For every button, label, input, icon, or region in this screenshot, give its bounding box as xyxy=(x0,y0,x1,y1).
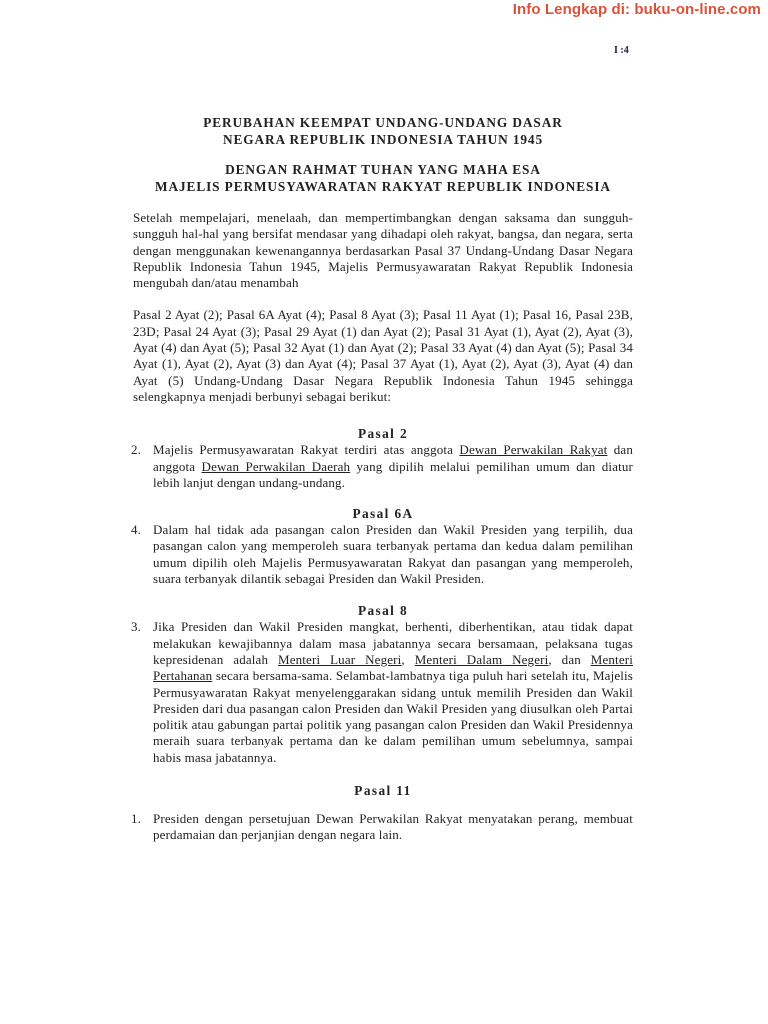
dpd-term: Dewan Perwakilan Daerah xyxy=(201,458,351,474)
watermark-link[interactable]: Info Lengkap di: buku-on-line.com xyxy=(512,1,761,18)
pasal-8-item xyxy=(133,619,633,766)
item-text: Majelis Permusyawaratan Rakyat terdiri atas anggota Dewan Perwakilan Rakyat dan anggota Dewan Perwakilan Daerah yang dipilih melalui pemilihan umum dan diatur lebih lanjut dengan undang-undang. xyxy=(153,442,634,490)
preamble-paragraph-1: Setelah mempelajari, menelaah, dan mempertimbangkan dengan saksama dan sungguh-sungguh hal-hal yang bersifat mendasar yang dihadapi oleh rakyat, bangsa, dan negara, serta dengan menggunakan kewenangannya berdasarkan Pasal 37 Undang-Undang Dasar Negara Republik Indonesia Tahun 1945, Majelis Permusyawaratan Rakyat Republik Indonesia mengubah dan/atau menambah xyxy=(133,210,633,291)
menlu-term: Menteri Luar Negeri xyxy=(278,651,402,667)
item-number: 1. xyxy=(131,811,142,827)
pasal-2-item xyxy=(133,442,633,491)
pasal-8-heading: Pasal 8 xyxy=(357,603,409,619)
pasal-2-heading: Pasal 2 xyxy=(357,426,409,442)
menhan-term: Menteri Pertahanan xyxy=(153,651,633,684)
item-number: 4. xyxy=(131,522,142,538)
item-text: Jika Presiden dan Wakil Presiden mangkat, berhenti, diberhentikan, atau tidak dapat melakukan kewajibannya dalam masa jabatannya secara bersamaan, pelaksana tugas kepresidenan adalah Menteri Luar Negeri, Menteri Dalam Negeri, dan Menteri Pertahanan secara bersama-sama. Selambat-lambatnya tiga puluh hari setelah itu, Majelis Permusyawaratan Rakyat menyelenggarakan sidang untuk memilih Presiden dan Wakil Presiden dari dua pasangan calon Presiden dan Wakil Presiden yang diusulkan oleh Partai politik atau gabungan partai politik yang pasangan calon Presiden dan Wakil Presidennya meraih suara terbanyak pertama dan ke dalam pemilihan umum sebelumnya, sampai habis masa jabatannya. xyxy=(153,619,633,765)
preamble-paragraph-2: Pasal 2 Ayat (2); Pasal 6A Ayat (4); Pasal 8 Ayat (3); Pasal 11 Ayat (1); Pasal 16, Pasal 23B, 23D; Pasal 24 Ayat (3); Pasal 29 Ayat (1) dan Ayat (2); Pasal 31 Ayat (1), Ayat (2), Ayat (3), Ayat (4) dan Ayat (5); Pasal 32 Ayat (1) dan Ayat (2); Pasal 33 Ayat (4) dan Ayat (5); Pasal 34 Ayat (1), Ayat (2), Ayat (3) dan Ayat (4); Pasal 37 Ayat (1), Ayat (2), Ayat (3), Ayat (4) dan Ayat (5) Undang-Undang Dasar Negara Republik Indonesia Tahun 1945 sehingga selengkapnya menjadi berbunyi sebagai berikut: xyxy=(133,307,633,404)
document-title xyxy=(133,114,633,148)
pasal-11-heading: Pasal 11 xyxy=(354,783,412,799)
item-number: 3. xyxy=(131,619,142,635)
mendagri-term: Menteri Dalam Negeri xyxy=(414,651,549,667)
dpr-term: Dewan Perwakilan Rakyat xyxy=(459,442,608,458)
pasal-6a-item xyxy=(133,522,633,587)
item-text: Dalam hal tidak ada pasangan calon Presiden dan Wakil Presiden yang terpilih, dua pasangan calon yang memperoleh suara terbanyak pertama dan kedua dalam pemilihan umum dipilih oleh Majelis Permusyawaratan Rakyat dan pasangan yang memperoleh, suara terbanyak dilantik sebagai Presiden dan Wakil Presiden. xyxy=(153,522,633,587)
page-number: I :4 xyxy=(614,45,629,56)
title-line-4: MAJELIS PERMUSYAWARATAN RAKYAT REPUBLIK INDONESIA xyxy=(155,179,611,194)
title-line-2: NEGARA REPUBLIK INDONESIA TAHUN 1945 xyxy=(222,132,544,147)
pasal-6a-heading: Pasal 6A xyxy=(352,506,414,522)
title-line-3: DENGAN RAHMAT TUHAN YANG MAHA ESA xyxy=(225,162,541,177)
title-line-1: PERUBAHAN KEEMPAT UNDANG-UNDANG DASAR xyxy=(203,115,563,130)
document-body xyxy=(133,114,633,844)
pasal-11-item xyxy=(133,811,633,844)
document-subtitle xyxy=(133,161,633,195)
item-text: Presiden dengan persetujuan Dewan Perwakilan Rakyat menyatakan perang, membuat perdamaian dan perjanjian dengan negara lain. xyxy=(153,811,633,843)
item-number: 2. xyxy=(131,442,142,458)
